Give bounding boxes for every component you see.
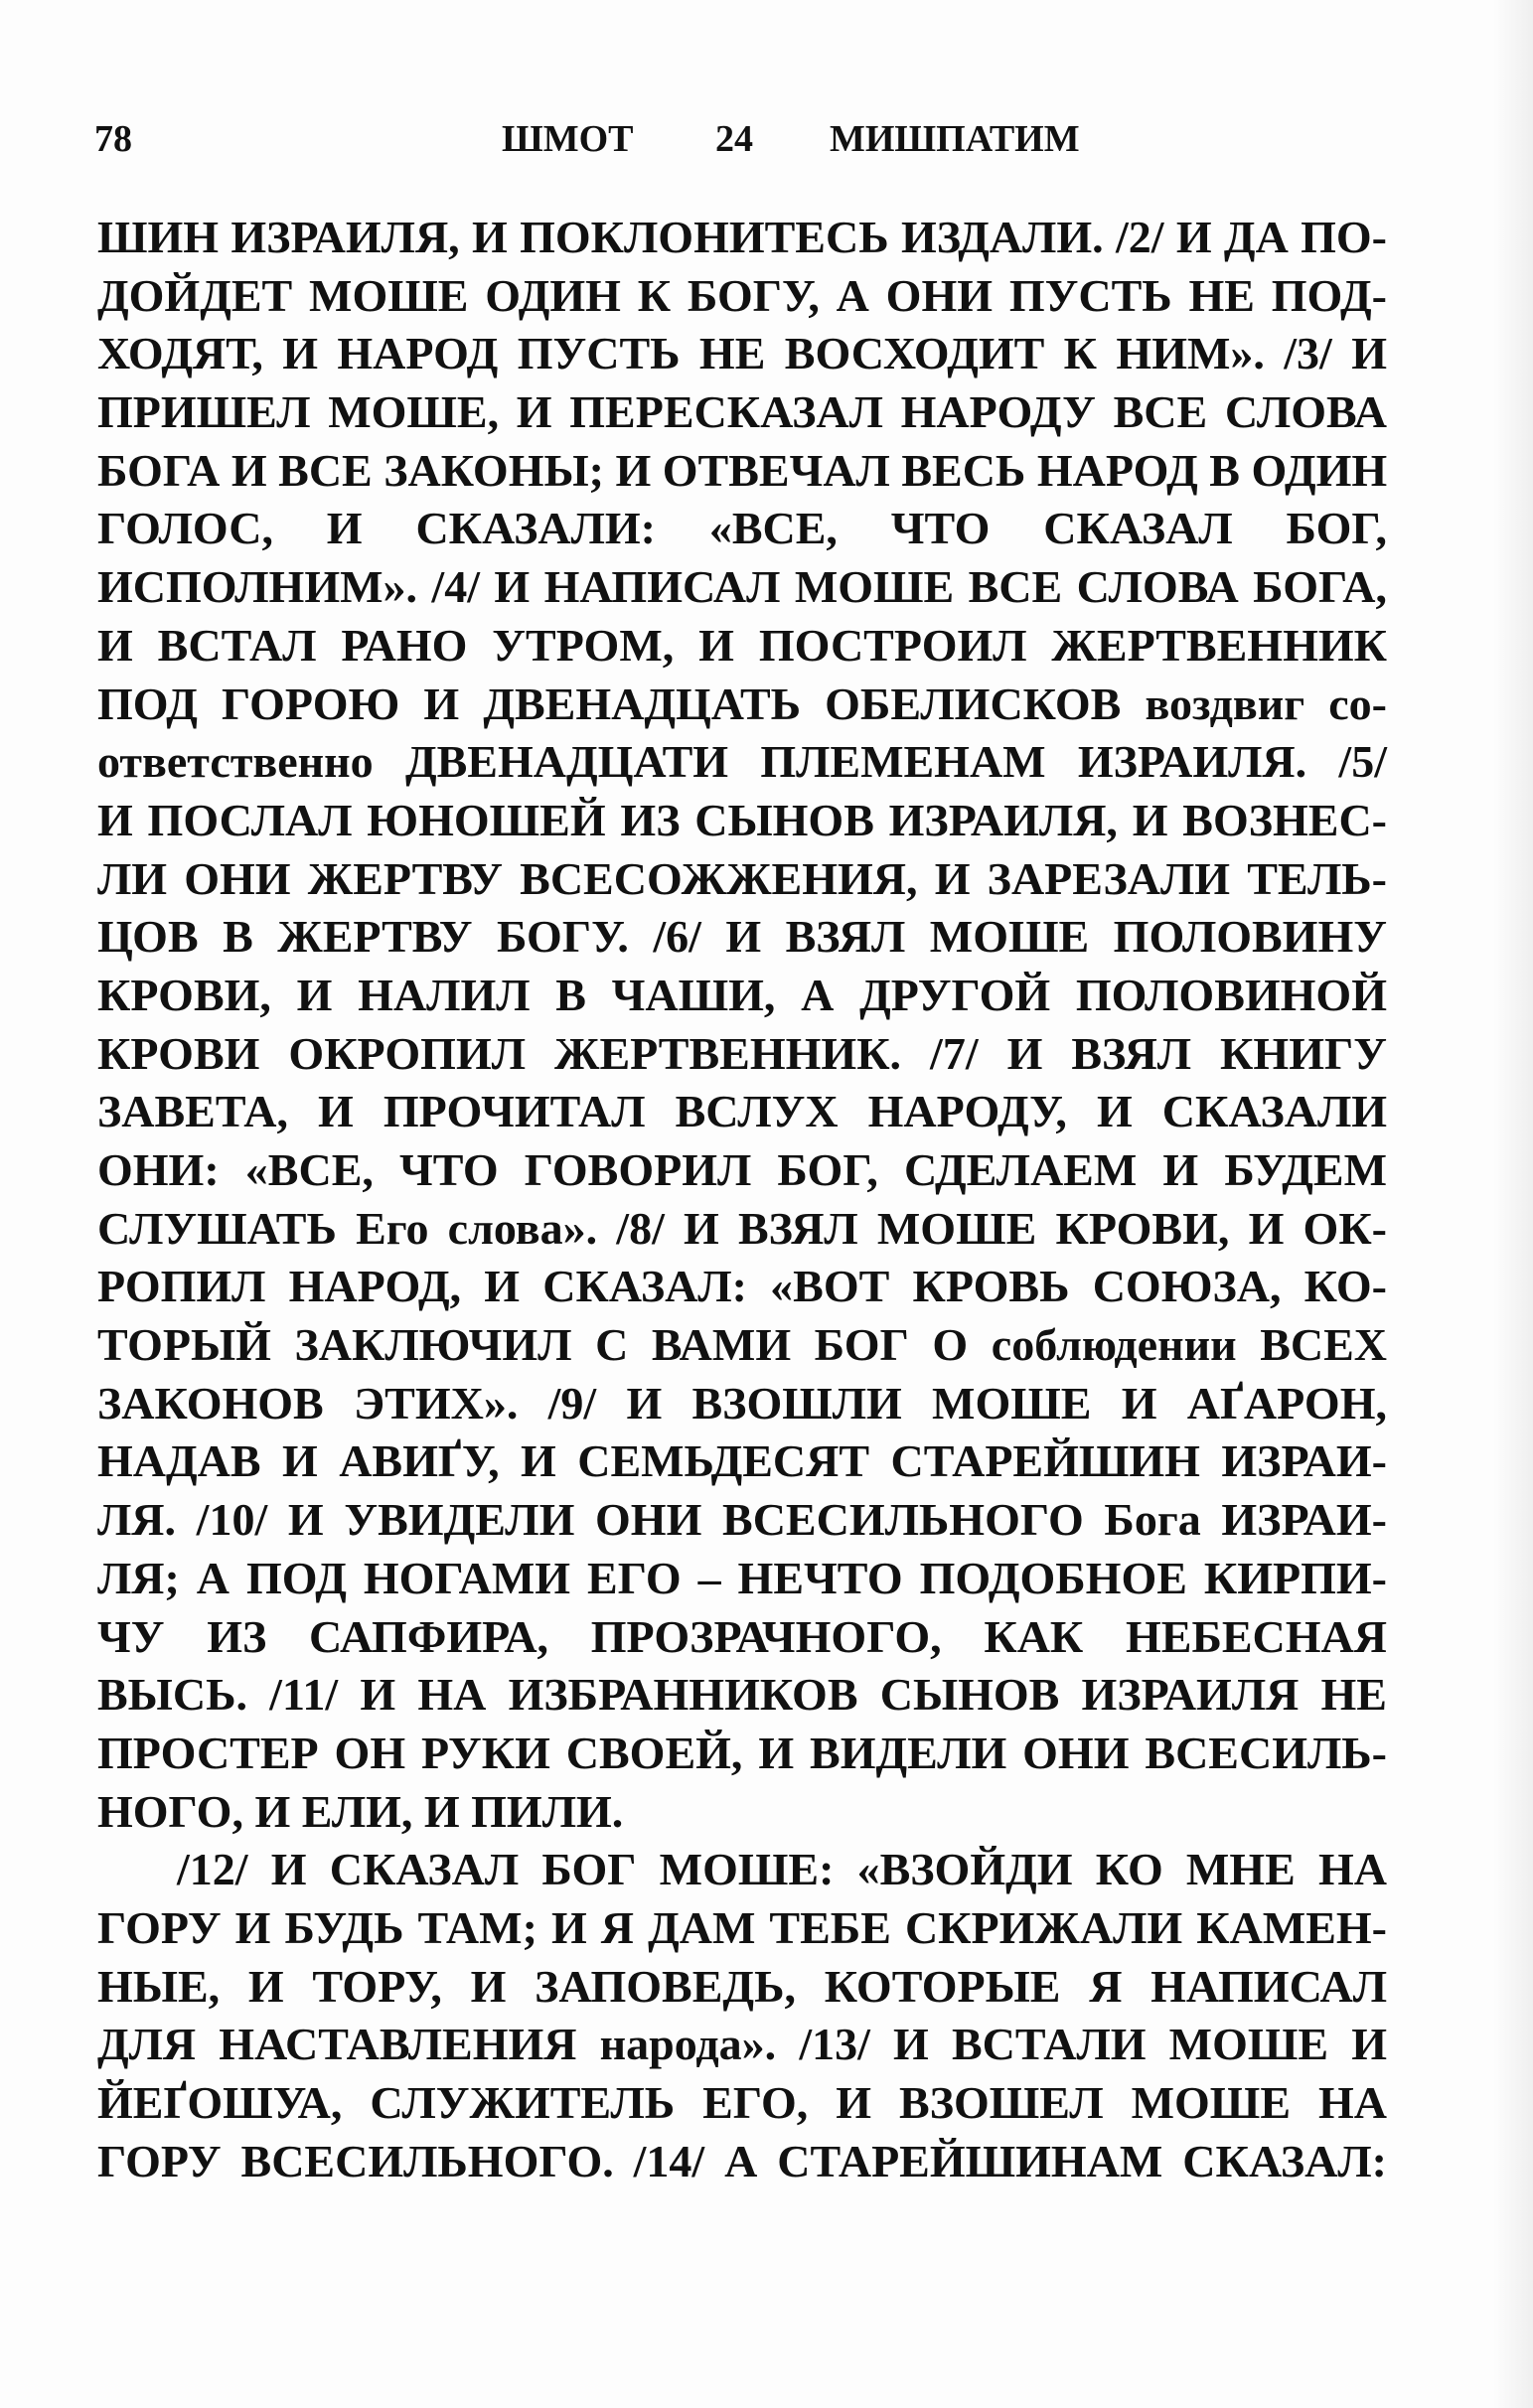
text-line: ответственно ДВЕНАДЦАТИ ПЛЕМЕНАМ ИЗРАИЛЯ. /5/	[97, 736, 1387, 788]
text-line: ДОЙДЕТ МОШЕ ОДИН К БОГУ, А ОНИ ПУСТЬ НЕ ПОД-	[97, 269, 1387, 321]
running-header	[94, 117, 1386, 167]
text-line: И ВСТАЛ РАНО УТРОМ, И ПОСТРОИЛ ЖЕРТВЕННИК	[97, 619, 1387, 671]
text-line: ХОДЯТ, И НАРОД ПУСТЬ НЕ ВОСХОДИТ К НИМ». /3/ И	[97, 328, 1387, 379]
paragraph-start-line: /12/ И СКАЗАЛ БОГ МОШЕ: «ВЗОЙДИ КО МНЕ НА	[177, 1844, 1387, 1895]
text-line: ПОД ГОРОЮ И ДВЕНАДЦАТЬ ОБЕЛИСКОВ воздвиг со-	[97, 677, 1387, 729]
text-line: ЙЕҐОШУА, СЛУЖИТЕЛЬ ЕГО, И ВЗОШЕЛ МОШЕ НА	[97, 2077, 1387, 2128]
text-line: РОПИЛ НАРОД, И СКАЗАЛ: «ВОТ КРОВЬ СОЮЗА, КО-	[97, 1261, 1387, 1312]
text-line: ОНИ: «ВСЕ, ЧТО ГОВОРИЛ БОГ, СДЕЛАЕМ И БУДЕМ	[97, 1144, 1387, 1195]
text-line: КРОВИ ОКРОПИЛ ЖЕРТВЕННИК. /7/ И ВЗЯЛ КНИГУ	[97, 1027, 1387, 1079]
page-number: 78	[94, 118, 132, 160]
text-line: ГОЛОС, И СКАЗАЛИ: «ВСЕ, ЧТО СКАЗАЛ БОГ,	[97, 503, 1387, 554]
paragraph-end-line: НОГО, И ЕЛИ, И ПИЛИ.	[97, 1785, 624, 1837]
text-line: ЗАВЕТА, И ПРОЧИТАЛ ВСЛУХ НАРОДУ, И СКАЗАЛИ	[97, 1086, 1387, 1137]
text-line: ИСПОЛНИМ». /4/ И НАПИСАЛ МОШЕ ВСЕ СЛОВА БОГА,	[97, 561, 1387, 613]
text-line: СЛУШАТЬ Его слова». /8/ И ВЗЯЛ МОШЕ КРОВИ, И ОК-	[97, 1202, 1387, 1254]
text-line: ПРОСТЕР ОН РУКИ СВОЕЙ, И ВИДЕЛИ ОНИ ВСЕСИЛЬ-	[97, 1727, 1387, 1778]
text-line: ЗАКОНОВ ЭТИХ». /9/ И ВЗОШЛИ МОШЕ И АҐАРОН,	[97, 1377, 1387, 1429]
text-line: ГОРУ И БУДЬ ТАМ; И Я ДАМ ТЕБЕ СКРИЖАЛИ КАМЕН-	[97, 1901, 1387, 1953]
text-line: ЦОВ В ЖЕРТВУ БОГУ. /6/ И ВЗЯЛ МОШЕ ПОЛОВИНУ	[97, 911, 1387, 963]
text-line: ЛЯ. /10/ И УВИДЕЛИ ОНИ ВСЕСИЛЬНОГО Бога ИЗРАИ-	[97, 1494, 1387, 1546]
text-line: И ПОСЛАЛ ЮНОШЕЙ ИЗ СЫНОВ ИЗРАИЛЯ, И ВОЗНЕС-	[97, 794, 1387, 845]
text-line: ТОРЫЙ ЗАКЛЮЧИЛ С ВАМИ БОГ О соблюдении ВСЕХ	[97, 1319, 1387, 1371]
parsha-title: МИШПАТИМ	[830, 118, 1080, 160]
body-text	[97, 209, 1387, 2190]
text-line: ЛИ ОНИ ЖЕРТВУ ВСЕСОЖЖЕНИЯ, И ЗАРЕЗАЛИ ТЕЛЬ-	[97, 852, 1387, 904]
text-line: ГОРУ ВСЕСИЛЬНОГО. /14/ А СТАРЕЙШИНАМ СКАЗАЛ:	[97, 2135, 1387, 2186]
text-line: ДЛЯ НАСТАВЛЕНИЯ народа». /13/ И ВСТАЛИ МОШЕ И	[97, 2019, 1387, 2070]
text-line: НЫЕ, И ТОРУ, И ЗАПОВЕДЬ, КОТОРЫЕ Я НАПИСАЛ	[97, 1960, 1387, 2012]
page-edge-shadow	[1493, 0, 1533, 2408]
text-line: ШИН ИЗРАИЛЯ, И ПОКЛОНИТЕСЬ ИЗДАЛИ. /2/ И ДА ПО-	[97, 212, 1387, 262]
book-title: ШМОТ	[502, 118, 634, 160]
chapter-number: 24	[715, 118, 753, 160]
text-line: ЧУ ИЗ САПФИРА, ПРОЗРАЧНОГО, КАК НЕБЕСНАЯ	[97, 1610, 1387, 1662]
text-line: БОГА И ВСЕ ЗАКОНЫ; И ОТВЕЧАЛ ВЕСЬ НАРОД В ОДИН	[97, 444, 1388, 496]
text-line: НАДАВ И АВИҐУ, И СЕМЬДЕСЯТ СТАРЕЙШИН ИЗРАИ-	[97, 1435, 1387, 1487]
text-line: КРОВИ, И НАЛИЛ В ЧАШИ, А ДРУГОЙ ПОЛОВИНОЙ	[97, 969, 1387, 1020]
text-line: ПРИШЕЛ МОШЕ, И ПЕРЕСКАЗАЛ НАРОДУ ВСЕ СЛОВА	[97, 386, 1387, 438]
text-line: ЛЯ; А ПОД НОГАМИ ЕГО – НЕЧТО ПОДОБНОЕ КИРПИ-	[97, 1552, 1387, 1603]
text-line: ВЫСЬ. /11/ И НА ИЗБРАННИКОВ СЫНОВ ИЗРАИЛЯ НЕ	[97, 1669, 1387, 1721]
